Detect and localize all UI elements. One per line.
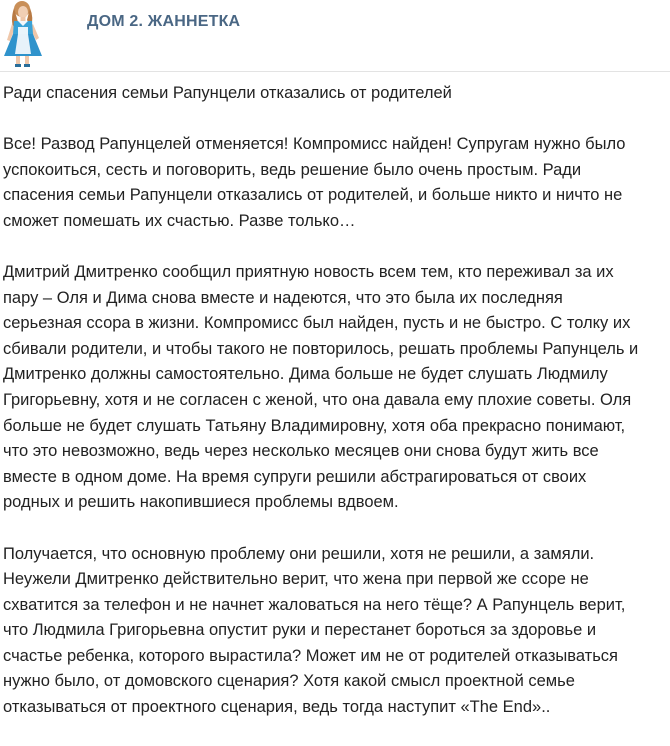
paragraph-line: Все! Развод Рапунцелей отменяется! Компромисс найден! Супругам нужно было <box>3 135 626 153</box>
paragraph-line: спасения семьи Рапунцели отказались от родителей, и больше никто и ничто не <box>3 186 623 205</box>
article-body <box>3 132 667 746</box>
girl-in-blue-dress-avatar-icon <box>0 0 54 68</box>
article-paragraph-3 <box>3 542 667 721</box>
paragraph-line: что Людмила Григорьевна опустит руки и перестанет бороться за здоровье и <box>3 621 597 640</box>
paragraph-line: Дмитренко должны самостоятельно. Дима больше не будет слушать Людмилу <box>3 365 608 384</box>
paragraph-line: что это невозможно, ведь через несколько месяцев они снова будут жить все <box>3 442 599 461</box>
article-title: Ради спасения семьи Рапунцели отказались от родителей <box>3 84 452 102</box>
paragraph-line: больше не будет слушать Татьяну Владимировну, хотя оба прекрасно понимают, <box>3 416 626 435</box>
channel-avatar[interactable] <box>0 0 54 68</box>
paragraph-line: отказываться от проектного сценария, ведь тогда наступит «The End».. <box>3 698 551 717</box>
paragraph-line: серьезная ссора в жизни. Компромисс был найден, пусть и не быстро. С толку их <box>3 314 631 333</box>
paragraph-line: успокоиться, сесть и поговорить, ведь решение было очень простым. Ради <box>3 160 582 179</box>
paragraph-line: нужно было, от домовского сценария? Хотя какой смысл проектной семье <box>3 672 575 691</box>
paragraph-line: сбивали родители, и чтобы такого не повторилось, решать проблемы Рапунцель и <box>3 339 639 358</box>
header-divider <box>0 71 670 72</box>
paragraph-line: Григорьевну, хотя и не согласен с женой, что она давала ему плохие советы. Оля <box>3 390 632 409</box>
article-paragraph-1 <box>3 132 667 234</box>
paragraph-line: схватится за телефон и не начнет жаловаться на него тёще? А Рапунцель верит, <box>3 595 626 614</box>
channel-header <box>0 0 670 70</box>
paragraph-line: счастье ребенка, которого вырастила? Может им не от родителей отказываться <box>3 646 618 665</box>
paragraph-line: пару – Оля и Дима снова вместе и надеются, что это была их последняя <box>3 288 563 307</box>
channel-name-link[interactable]: ДОМ 2. ЖАННЕТКА <box>87 13 241 30</box>
paragraph-line: Получается, что основную проблему они решили, хотя не решили, а замяли. <box>3 544 595 563</box>
paragraph-line: Дмитрий Дмитренко сообщил приятную новость всем тем, кто переживал за их <box>3 262 614 281</box>
paragraph-line: Неужели Дмитренко действительно верит, что жена при первой же ссоре не <box>3 570 589 589</box>
article-paragraph-2 <box>3 260 667 516</box>
paragraph-line: сможет помешать их счастью. Разве только… <box>3 211 356 230</box>
paragraph-line: вместе в одном доме. На время супруги решили абстрагироваться от своих <box>3 467 587 486</box>
paragraph-line: родных и решить накопившиеся проблемы вдвоем. <box>3 493 399 512</box>
